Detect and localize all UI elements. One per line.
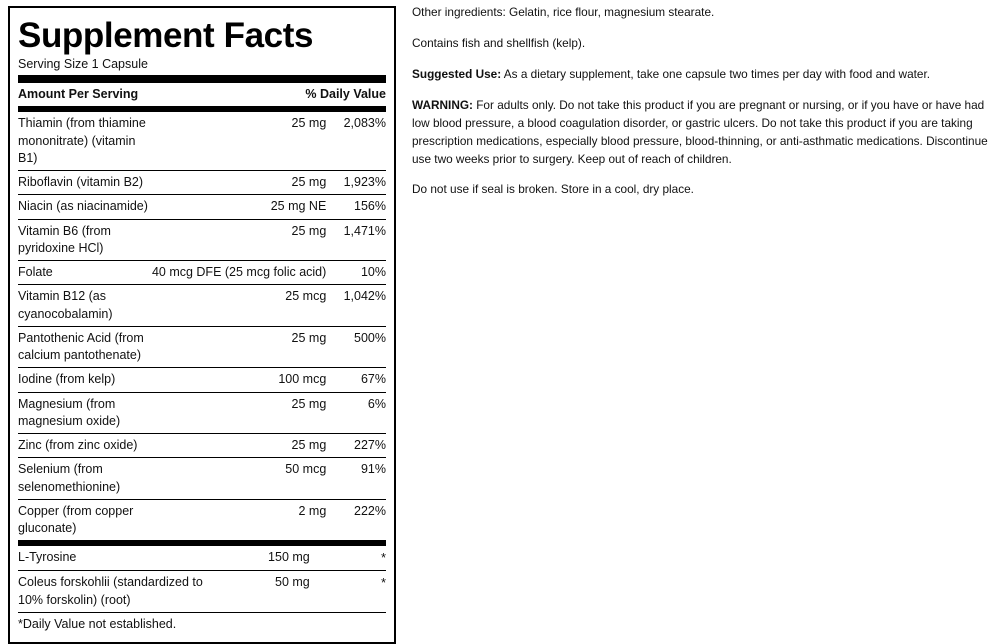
header-daily-value: % Daily Value	[305, 83, 386, 107]
nutrient-name: Folate	[18, 261, 152, 285]
nutrient-daily-value: 222%	[336, 499, 386, 541]
suggested-use-text: As a dietary supplement, take one capsule two times per day with food and water.	[501, 66, 931, 81]
serving-size: Serving Size 1 Capsule	[18, 57, 148, 72]
divider-thick-top	[18, 75, 386, 83]
table-row	[18, 434, 386, 458]
nutrient-daily-value: 6%	[336, 392, 386, 434]
table-row	[18, 546, 386, 570]
nutrient-amount: 25 mg	[152, 219, 336, 261]
supplement-facts-box	[8, 6, 396, 644]
nutrient-daily-value: 91%	[336, 458, 386, 500]
nutrient-amount: 100 mcg	[152, 368, 336, 392]
table-row	[18, 171, 386, 195]
table-row	[18, 326, 386, 368]
nutrient-daily-value: 156%	[336, 195, 386, 219]
supplement-facts-panel	[0, 0, 404, 631]
nutrient-name: Vitamin B12 (as cyanocobalamin)	[18, 285, 152, 327]
nutrient-amount: 40 mcg DFE (25 mcg folic acid)	[152, 261, 336, 285]
nutrient-amount: 2 mg	[152, 499, 336, 541]
nutrient-daily-value: 500%	[336, 326, 386, 368]
nutrient-amount: 25 mg	[152, 392, 336, 434]
table-row	[18, 219, 386, 261]
table-row	[18, 285, 386, 327]
nutrient-name: Zinc (from zinc oxide)	[18, 434, 152, 458]
nutrient-amount: 50 mcg	[152, 458, 336, 500]
nutrient-daily-value: 67%	[336, 368, 386, 392]
table-row	[18, 499, 386, 541]
daily-value-footnote: *Daily Value not established.	[18, 616, 177, 631]
panel-title: Supplement Facts	[18, 16, 314, 55]
nutrient-rows-table-2	[18, 546, 386, 636]
nutrient-daily-value: 1,471%	[336, 219, 386, 261]
table-row	[18, 392, 386, 434]
footnote-row	[18, 612, 386, 636]
table-row	[18, 112, 386, 170]
table-row	[18, 368, 386, 392]
nutrient-name: Pantothenic Acid (from calcium pantothenate)	[18, 326, 152, 368]
table-row	[18, 458, 386, 500]
nutrient-daily-value: 2,083%	[336, 112, 386, 170]
nutrient-name: Coleus forskohlii (standardized to 10% forskolin) (root)	[18, 571, 224, 613]
nutrient-amount: 25 mg NE	[152, 195, 336, 219]
nutrient-daily-value: *	[320, 546, 386, 570]
warning-text: For adults only. Do not take this product if you are pregnant or nursing, or if you have or have had low blood pressure, a blood coagulation disorder, or gastric ulcers. Do not take this product if you are taking prescription medications, especially blood pressure, blood-thinning, or anti-asthmatic medications. Discontinue use two weeks prior to surgery. Keep out of reach of children.	[412, 97, 988, 166]
nutrient-name: Selenium (from selenomethionine)	[18, 458, 152, 500]
nutrient-daily-value: 1,923%	[336, 171, 386, 195]
warning	[412, 97, 992, 169]
nutrient-amount: 150 mg	[224, 546, 320, 570]
nutrient-name: Copper (from copper gluconate)	[18, 499, 152, 541]
nutrient-daily-value: 227%	[336, 434, 386, 458]
nutrient-amount: 25 mg	[152, 171, 336, 195]
nutrient-amount: 25 mg	[152, 434, 336, 458]
nutrient-name: Iodine (from kelp)	[18, 368, 152, 392]
nutrient-daily-value: *	[320, 571, 386, 613]
nutrient-daily-value: 10%	[336, 261, 386, 285]
other-ingredients: Other ingredients: Gelatin, rice flour, magnesium stearate.	[412, 5, 715, 19]
nutrient-daily-value: 1,042%	[336, 285, 386, 327]
nutrient-rows-table	[18, 112, 386, 541]
table-row	[18, 571, 386, 613]
nutrient-amount: 50 mg	[224, 571, 320, 613]
header-spacer	[215, 83, 306, 107]
warning-label: WARNING:	[412, 97, 473, 112]
seal-note: Do not use if seal is broken. Store in a cool, dry place.	[412, 182, 694, 197]
nutrition-table	[18, 83, 386, 107]
nutrient-amount: 25 mg	[152, 112, 336, 170]
table-row	[18, 261, 386, 285]
allergen-contains: Contains fish and shellfish (kelp).	[412, 35, 586, 50]
table-header-row	[18, 83, 386, 107]
nutrient-name: L-Tyrosine	[18, 546, 224, 570]
nutrient-name: Riboflavin (vitamin B2)	[18, 171, 152, 195]
nutrient-name: Thiamin (from thiamine mononitrate) (vitamin B1)	[18, 112, 152, 170]
suggested-use	[412, 66, 992, 84]
table-row	[18, 195, 386, 219]
suggested-use-label: Suggested Use:	[412, 66, 502, 81]
nutrient-name: Vitamin B6 (from pyridoxine HCl)	[18, 219, 152, 261]
header-amount-per-serving: Amount Per Serving	[18, 83, 215, 107]
nutrient-name: Magnesium (from magnesium oxide)	[18, 392, 152, 434]
nutrient-name: Niacin (as niacinamide)	[18, 195, 152, 219]
product-details-text	[412, 4, 992, 212]
nutrient-amount: 25 mcg	[152, 285, 336, 327]
nutrient-amount: 25 mg	[152, 326, 336, 368]
